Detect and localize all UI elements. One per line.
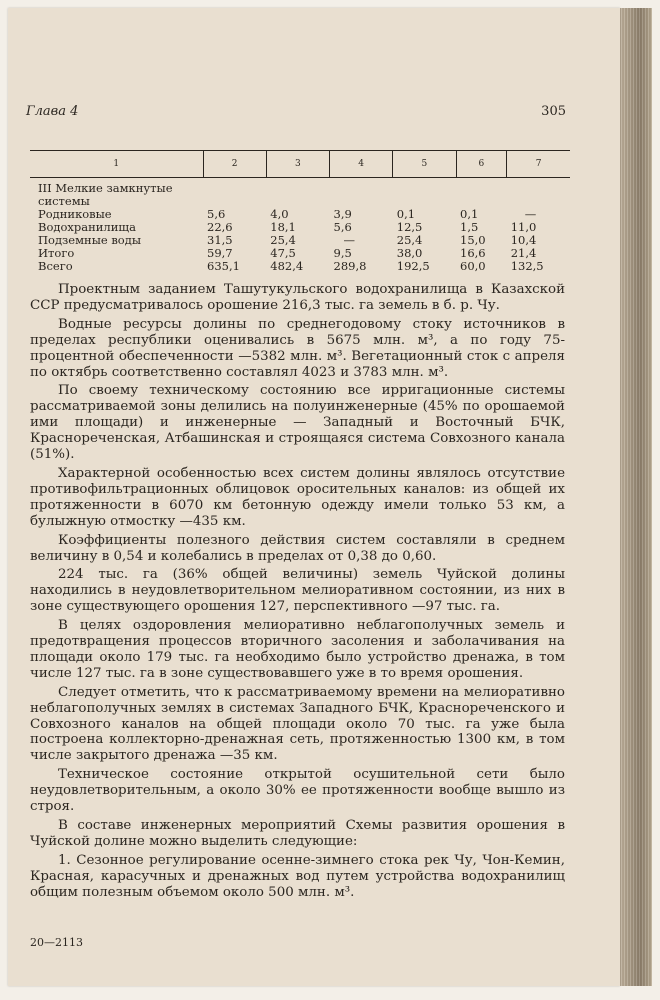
table-row bbox=[30, 260, 570, 273]
row-label: Подземные воды bbox=[38, 233, 141, 247]
cell: 3,9 bbox=[333, 207, 352, 221]
cell: 47,5 bbox=[270, 246, 296, 260]
column-header: 5 bbox=[393, 151, 456, 178]
row-label: Итого bbox=[38, 246, 75, 260]
paragraph: Характерной особенностью всех систем долины являлось отсутствие противофильтрационных облицовок оросительных каналов: из общей их протяженности в 6070 км бетонную одежду имели только 53 км, а булыжную отмостку —435 км. bbox=[30, 465, 565, 529]
paragraph: Техническое состояние открытой осушительной сети было неудовлетворительным, а около 30% ее протяженности вообще вышло из строя. bbox=[30, 767, 565, 815]
row-label: Всего bbox=[38, 259, 73, 273]
cell: 15,0 bbox=[460, 233, 486, 247]
table-row bbox=[30, 234, 570, 247]
paragraph: 224 тыс. га (36% общей величины) земель Чуйской долины находились в неудовлетворительном мелиоративном состоянии, из них в зоне существующего орошения 127, перспективного —97 тыс. га. bbox=[30, 567, 565, 615]
cell: 21,4 bbox=[510, 246, 537, 260]
cell: 25,4 bbox=[396, 233, 423, 247]
row-label: Родниковые bbox=[38, 207, 112, 221]
cell: 1,5 bbox=[460, 220, 479, 234]
column-header: 6 bbox=[456, 151, 507, 178]
table-header-row bbox=[30, 151, 570, 178]
data-table bbox=[30, 150, 570, 273]
paragraph: Следует отметить, что к рассматриваемому времени на мелиоративно неблагополучных землях в системах Западного БЧК, Краснореченского и Совхозного каналов на общей площади около 70 тыс. га уже была построена коллекторно-дренажная сеть, протяженностью 1300 км, в том числе закрытого дренажа —35 км. bbox=[30, 684, 565, 764]
cell: 132,5 bbox=[510, 259, 544, 273]
cell: 0,1 bbox=[396, 207, 416, 221]
column-header: 4 bbox=[330, 151, 393, 178]
paragraph: Водные ресурсы долины по среднегодовому стоку источников в пределах республики оценивались в 5675 млн. м³, а по году 75-процентной обеспеченности —5382 млн. м³. Вегетационный сток с апреля по октябрь соответственно составлял 4023 и 3783 млн. м³. bbox=[30, 316, 565, 380]
row-label: Водохранилища bbox=[38, 220, 136, 234]
page-number: 305 bbox=[541, 104, 566, 119]
column-header: 2 bbox=[203, 151, 266, 178]
cell: 4,0 bbox=[270, 207, 289, 221]
column-header: 7 bbox=[507, 151, 570, 178]
column-header: 3 bbox=[266, 151, 329, 178]
cell: 289,8 bbox=[333, 259, 367, 273]
cell: 10,4 bbox=[510, 233, 537, 247]
cell: — bbox=[343, 233, 355, 247]
paragraph: В целях оздоровления мелиоративно неблагополучных земель и предотвращения процессов вторичного засоления и заболачивания на площади около 179 тыс. га необходимо было устройство дренажа, в том числе 127 тыс. га в зоне существовавшего уже в то время орошения. bbox=[30, 618, 565, 681]
cell: 635,1 bbox=[207, 259, 240, 273]
paragraph: 1. Сезонное регулирование осенне-зимнего стока рек Чу, Чон-Кемин, Красная, карасучных и дренажных вод путем устройства водохранилищ общим полезным объемом около 500 млн. м³. bbox=[30, 852, 565, 900]
cell: 11,0 bbox=[510, 220, 537, 234]
cell: — bbox=[524, 207, 537, 221]
cell: 12,5 bbox=[396, 220, 423, 234]
cell: 5,6 bbox=[207, 207, 226, 221]
cell: 60,0 bbox=[460, 259, 486, 273]
paragraph: Коэффициенты полезного действия систем составляли в среднем величину в 0,54 и колебались в пределах от 0,38 до 0,60. bbox=[30, 532, 565, 564]
cell: 38,0 bbox=[396, 246, 423, 260]
table-section-row bbox=[30, 178, 570, 209]
cell: 482,4 bbox=[270, 259, 304, 273]
cell: 5,6 bbox=[333, 220, 352, 234]
cell: 59,7 bbox=[207, 246, 233, 260]
body-text bbox=[30, 282, 565, 904]
paragraph: По своему техническому состоянию все ирригационные системы рассматриваемой зоны делились на полуинженерные (45% по орошаемой ими площади) и инженерные — Западный и Восточный БЧК, Краснореченская, Атбашинская и строящаяся система Совхозного канала (51%). bbox=[30, 383, 565, 463]
cell: 25,4 bbox=[270, 233, 296, 247]
cell: 22,6 bbox=[207, 220, 233, 234]
cell: 18,1 bbox=[270, 220, 296, 234]
chapter-title: Глава 4 bbox=[26, 104, 79, 119]
cell: 0,1 bbox=[460, 207, 479, 221]
column-header: 1 bbox=[30, 151, 203, 178]
cell: 16,6 bbox=[460, 246, 486, 260]
printer-signature: 20—2113 bbox=[30, 936, 83, 949]
cell: 9,5 bbox=[333, 246, 352, 260]
paragraph: Проектным заданием Ташутукульского водохранилища в Казахской ССР предусматривалось орошение 216,3 тыс. га земель в б. р. Чу. bbox=[30, 282, 565, 313]
section-label: III Мелкие замкнутые системы bbox=[38, 181, 173, 208]
paragraph: В составе инженерных мероприятий Схемы развития орошения в Чуйской долине можно выделить следующие: bbox=[30, 818, 565, 849]
cell: 31,5 bbox=[207, 233, 233, 247]
cell: 192,5 bbox=[396, 259, 430, 273]
